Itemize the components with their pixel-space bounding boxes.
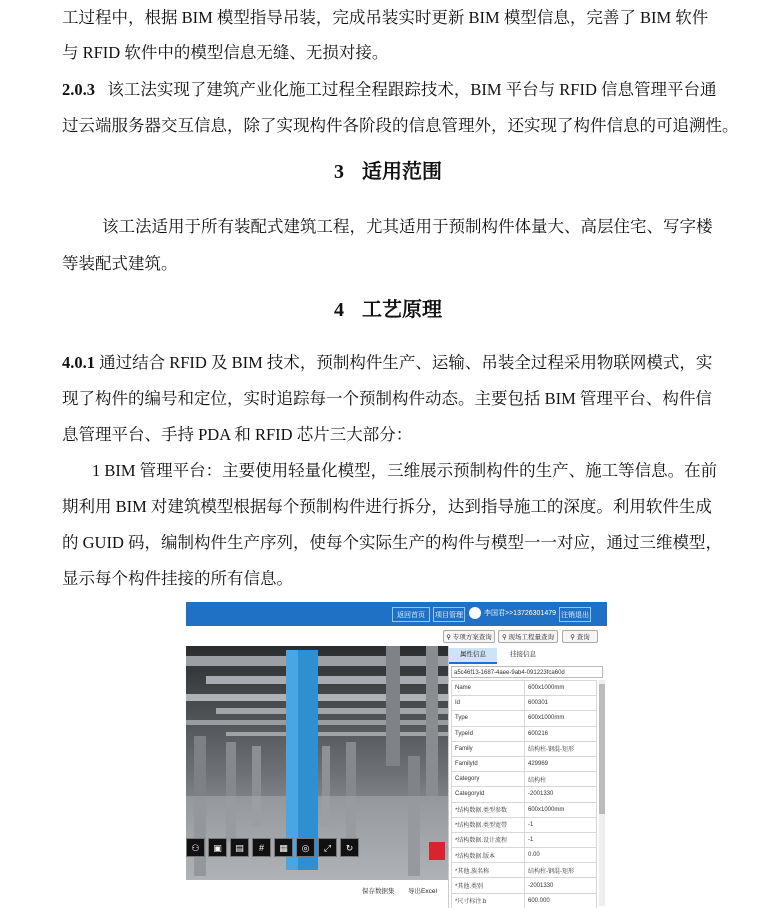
property-key: CategoryId	[452, 787, 525, 802]
paragraph-line: 1 BIM 管理平台：主要使用轻量化模型，三维展示预制构件的生产、施工等信息。在前	[92, 461, 718, 480]
property-key: FamilyId	[452, 756, 525, 771]
property-value: 600216	[525, 726, 597, 741]
property-key: *结构数据.版本	[452, 848, 525, 863]
qr-code-icon[interactable]	[429, 842, 445, 860]
tool-icon[interactable]: ⚇	[186, 838, 205, 857]
query-toolbar	[186, 626, 607, 647]
property-value: 结构柱-钢混-矩形	[525, 741, 597, 756]
property-value: 结构柱	[525, 772, 597, 787]
bottom-bar	[186, 880, 448, 908]
property-key: *尺寸标注.b	[452, 893, 525, 908]
view-toolbar	[186, 838, 362, 862]
guid-field[interactable]: a5c46f13-1687-4aee-9ab4-091223fca60d	[451, 666, 603, 678]
paragraph-line: 的 GUID 码，编制构件生产序列，使每个实际生产的构件与模型一一对应，通过三维模型，	[62, 533, 722, 552]
property-value: 600x1000mm	[525, 711, 597, 726]
property-key: Name	[452, 681, 525, 696]
table-row[interactable]	[452, 893, 597, 908]
property-value: -1	[525, 817, 597, 832]
table-row[interactable]	[452, 696, 597, 711]
search-icon: ⚲	[570, 634, 575, 641]
property-key: Type	[452, 711, 525, 726]
table-row[interactable]	[452, 863, 597, 878]
property-value: -2001330	[525, 878, 597, 893]
table-row[interactable]	[452, 681, 597, 696]
scrollbar[interactable]	[599, 680, 605, 906]
clause-number: 4.0.1	[62, 353, 95, 372]
panel-tabs	[449, 648, 607, 662]
property-key: Category	[452, 772, 525, 787]
property-value: -1	[525, 832, 597, 847]
bim-platform-screenshot	[186, 602, 607, 908]
property-key: Id	[452, 696, 525, 711]
clause-number: 2.0.3	[62, 80, 95, 99]
property-key: *其他.族名称	[452, 863, 525, 878]
property-key: *结构数据.类型参数	[452, 802, 525, 817]
expand-icon[interactable]: ⤢	[318, 838, 337, 857]
paragraph-text: 该工法实现了建筑产业化施工过程全程跟踪技术，BIM 平台与 RFID 信息管理平台通	[107, 80, 717, 99]
paragraph-line: 息管理平台、手持 PDA 和 RFID 芯片三大部分：	[62, 425, 413, 444]
app-topbar	[186, 602, 607, 626]
table-row[interactable]	[452, 772, 597, 787]
property-key: TypeId	[452, 726, 525, 741]
tool-icon[interactable]: ▦	[274, 838, 293, 857]
query-button[interactable]: ⚲ 查询	[562, 630, 598, 643]
table-row[interactable]	[452, 848, 597, 863]
property-panel	[448, 646, 607, 908]
paragraph-line: 显示每个构件挂接的所有信息。	[62, 569, 293, 588]
paragraph-line: 过云端服务器交互信息，除了实现构件各阶段的信息管理外，还实现了构件信息的可追溯性。	[62, 116, 739, 135]
tool-icon[interactable]: ▣	[208, 838, 227, 857]
paragraph-line: 现了构件的编号和定位，实时追踪每一个预制构件动态。主要包括 BIM 管理平台、构件信	[62, 389, 712, 408]
property-key: *结构数据.设计流程	[452, 832, 525, 847]
table-row[interactable]	[452, 787, 597, 802]
special-plan-query-button[interactable]: ⚲ 专项方案查询	[443, 630, 495, 643]
search-icon: ⚲	[501, 634, 507, 641]
paragraph-line	[62, 346, 713, 380]
paragraph-line: 等装配式建筑。	[62, 254, 178, 273]
property-key: *结构数据.类型宽带	[452, 817, 525, 832]
property-value: -2001330	[525, 787, 597, 802]
paragraph-line	[62, 73, 717, 107]
paragraph-line: 与 RFID 软件中的模型信息无缝、无损对接。	[62, 43, 389, 62]
table-row[interactable]	[452, 878, 597, 893]
property-value: 600301	[525, 696, 597, 711]
logout-button[interactable]: 注销退出	[559, 607, 591, 622]
property-key: *其他.类别	[452, 878, 525, 893]
paragraph-line: 该工法适用于所有装配式建筑工程，尤其适用于预制构件体量大、高层住宅、写字楼	[102, 217, 713, 236]
property-value: 429969	[525, 756, 597, 771]
paragraph-line: 期利用 BIM 对建筑模型根据每个预制构件进行拆分，达到指导施工的深度。利用软件生成	[62, 497, 712, 516]
section-heading-4: 4 工艺原理	[334, 297, 442, 321]
search-icon: ⚲	[446, 634, 451, 641]
tab-attachments[interactable]: 挂接信息	[510, 651, 536, 658]
home-button[interactable]: 返回首页	[392, 607, 430, 622]
paragraph-line: 工过程中，根据 BIM 模型指导吊装，完成吊装实时更新 BIM 模型信息，完善了 BIM 软件	[62, 8, 709, 27]
tool-icon[interactable]: ▤	[230, 838, 249, 857]
project-button[interactable]: 项目管理	[433, 607, 465, 622]
scrollbar-thumb[interactable]	[599, 684, 605, 814]
paragraph-text: 通过结合 RFID 及 BIM 技术，预制构件生产、运输、吊装全过程采用物联网模式，实	[99, 353, 713, 372]
table-row[interactable]	[452, 726, 597, 741]
property-value: 600x1000mm	[525, 802, 597, 817]
table-row[interactable]	[452, 741, 597, 756]
quantity-query-button[interactable]: ⚲ 现场工程量查询	[498, 630, 558, 643]
table-row[interactable]	[452, 711, 597, 726]
grid-icon[interactable]: #	[252, 838, 271, 857]
property-table	[451, 680, 597, 908]
avatar	[469, 607, 481, 619]
save-dataset-link[interactable]: 保存数据集	[362, 888, 395, 895]
export-excel-link[interactable]: 导出Excel	[408, 888, 437, 895]
property-value: 600x1000mm	[525, 681, 597, 696]
table-row[interactable]	[452, 802, 597, 817]
property-value: 结构柱-钢混-矩形	[525, 863, 597, 878]
property-value: 0.00	[525, 848, 597, 863]
refresh-icon[interactable]: ↻	[340, 838, 359, 857]
table-row[interactable]	[452, 832, 597, 847]
table-row[interactable]	[452, 756, 597, 771]
eye-icon[interactable]: ◎	[296, 838, 315, 857]
property-key: Family	[452, 741, 525, 756]
table-row[interactable]	[452, 817, 597, 832]
property-value: 600.000	[525, 893, 597, 908]
section-heading-3: 3 适用范围	[334, 159, 442, 183]
user-info[interactable]: 李国君>>13726301479	[469, 605, 559, 623]
tab-properties[interactable]: 属性信息	[449, 648, 497, 664]
